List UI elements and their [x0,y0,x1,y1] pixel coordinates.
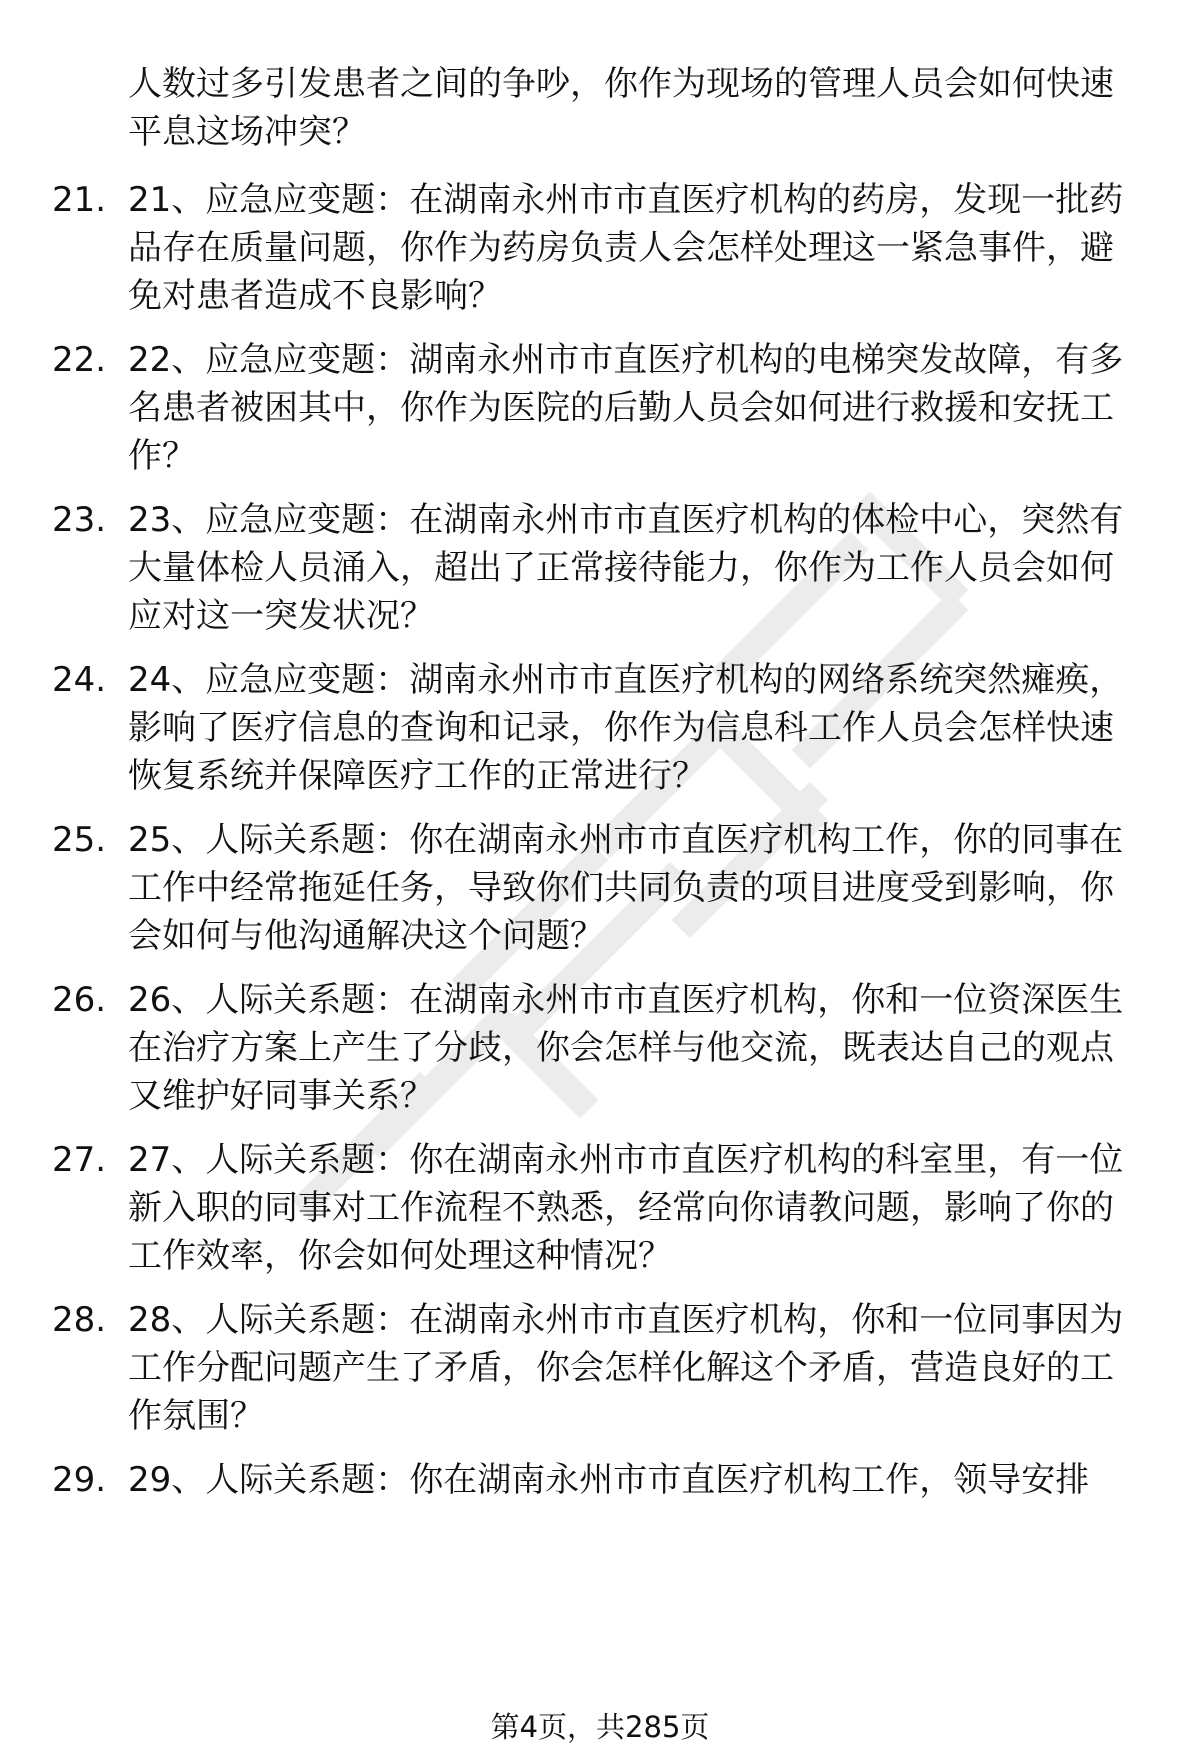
question-number: 21. [52,180,107,220]
question-text: 25、人际关系题：你在湖南永州市市直医疗机构工作，你的同事在工作中经常拖延任务，导致你们共同负责的项目进度受到影响，你会如何与他沟通解决这个问题？ [128,820,1124,956]
question-text: 26、人际关系题：在湖南永州市市直医疗机构，你和一位资深医生在治疗方案上产生了分歧，你会怎样与他交流，既表达自己的观点又维护好同事关系？ [128,980,1124,1116]
question-text: 28、人际关系题：在湖南永州市市直医疗机构，你和一位同事因为工作分配问题产生了矛盾，你会怎样化解这个矛盾，营造良好的工作氛围？ [128,1300,1124,1436]
question-number: 23. [52,500,107,540]
continued-question-text: 人数过多引发患者之间的争吵，你作为现场的管理人员会如何快速平息这场冲突？ [128,64,1114,152]
question-item [0,656,1200,806]
question-item [0,1136,1200,1286]
question-text: 21、应急应变题：在湖南永州市市直医疗机构的药房，发现一批药品存在质量问题，你作为药房负责人会怎样处理这一紧急事件，避免对患者造成不良影响？ [128,180,1124,316]
question-text: 29、人际关系题：你在湖南永州市市直医疗机构工作，领导安排 [128,1460,1090,1500]
question-number: 29. [52,1460,107,1500]
question-item [0,336,1200,486]
question-number: 22. [52,340,107,380]
question-item [0,1456,1200,1516]
question-item [0,176,1200,326]
question-text: 27、人际关系题：你在湖南永州市市直医疗机构的科室里，有一位新入职的同事对工作流程不熟悉，经常向你请教问题，影响了你的工作效率，你会如何处理这种情况？ [128,1140,1124,1276]
question-text: 24、应急应变题：湖南永州市市直医疗机构的网络系统突然瘫痪，影响了医疗信息的查询和记录，你作为信息科工作人员会怎样快速恢复系统并保障医疗工作的正常进行？ [128,660,1124,796]
question-item [0,976,1200,1126]
question-item [0,816,1200,966]
question-number: 24. [52,660,107,700]
page-number-footer: 第4页，共285页 [490,1710,710,1744]
question-text: 23、应急应变题：在湖南永州市市直医疗机构的体检中心，突然有大量体检人员涌入，超出了正常接待能力，你作为工作人员会如何应对这一突发状况？ [128,500,1124,636]
question-number: 26. [52,980,107,1020]
question-number: 28. [52,1300,107,1340]
question-number: 27. [52,1140,107,1180]
question-item [0,496,1200,646]
question-text: 22、应急应变题：湖南永州市市直医疗机构的电梯突发故障，有多名患者被困其中，你作为医院的后勤人员会如何进行救援和安抚工作？ [128,340,1124,476]
question-number: 25. [52,820,107,860]
question-item [0,1296,1200,1446]
